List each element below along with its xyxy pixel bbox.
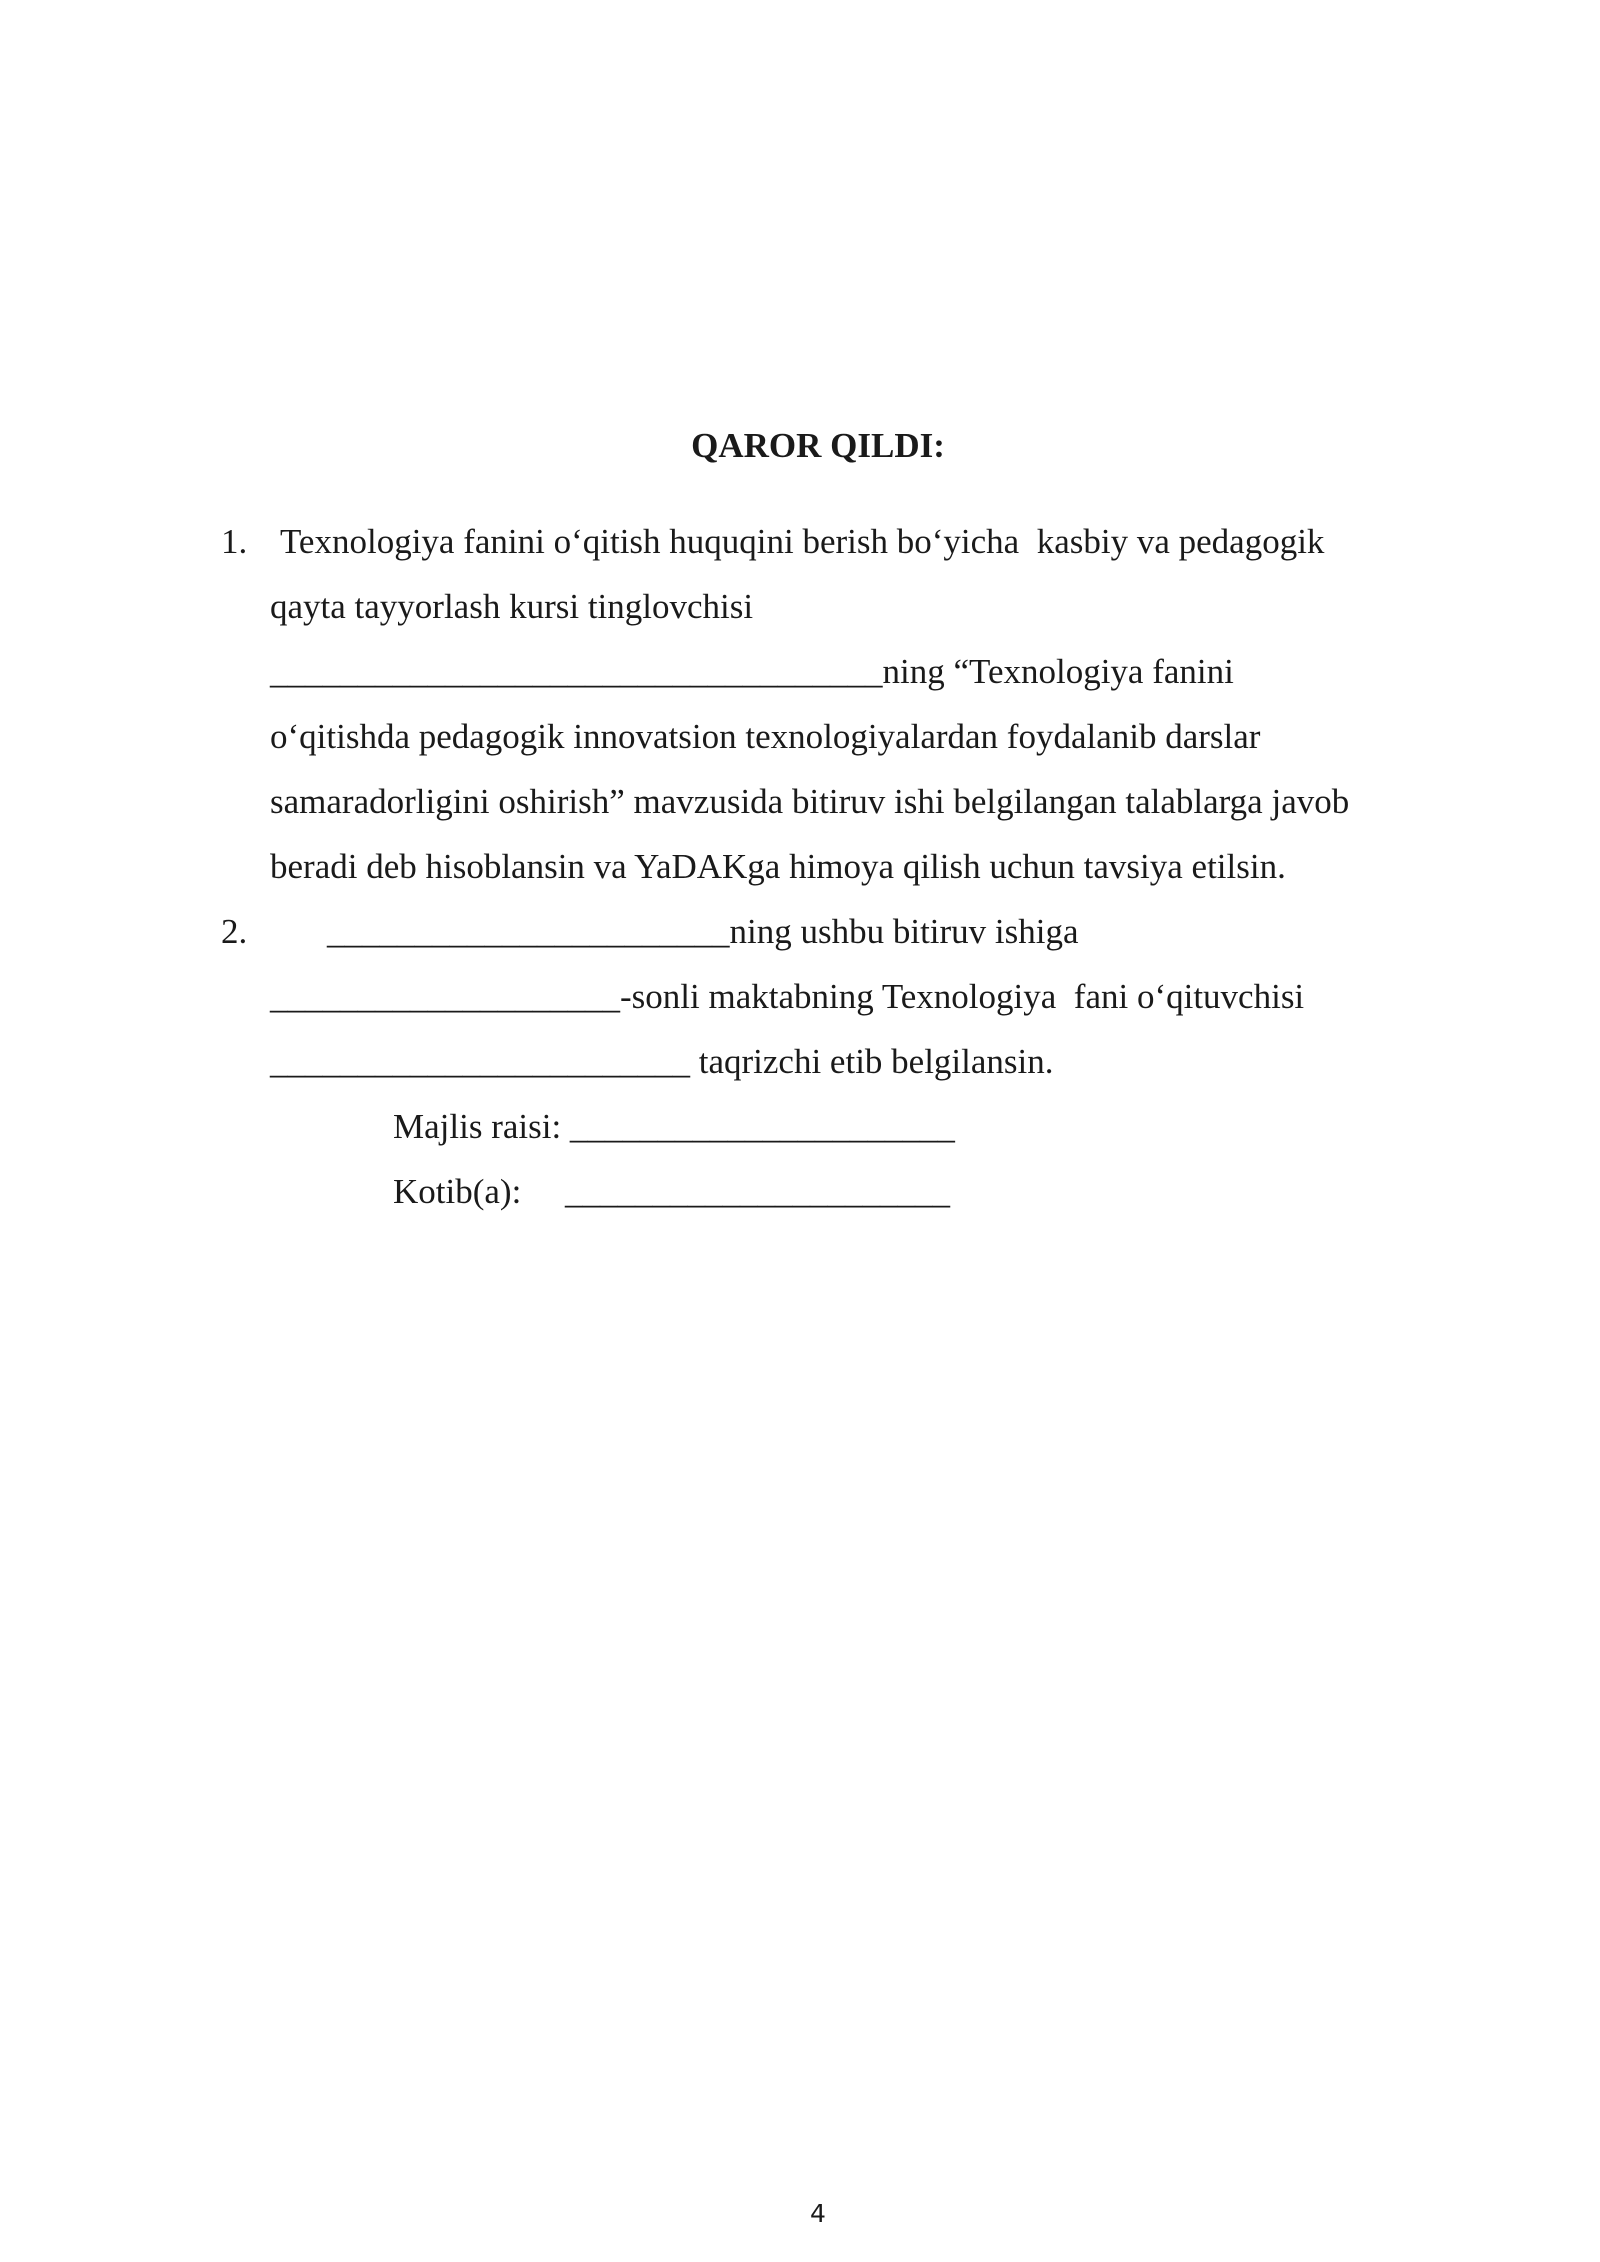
item-2-number: 2. (221, 912, 248, 951)
item-2-line-3: ________________________ taqrizchi etib belgilansin. (270, 1042, 1054, 1081)
item-1-line-4: o‘qitishda pedagogik innovatsion texnologiyalardan foydalanib darslar (270, 717, 1261, 756)
item-1-line-2: qayta tayyorlash kursi tinglovchisi (270, 587, 754, 626)
item-2-line-1: _______________________ning ushbu bitiruv ishiga (327, 912, 1079, 951)
item-1-number: 1. (221, 522, 248, 561)
page-number: 4 (810, 2199, 826, 2228)
item-1-line-5: samaradorligini oshirish” mavzusida bitiruv ishi belgilangan talablarga javob (270, 782, 1350, 821)
chairman-signature-line: Majlis raisi: ______________________ (393, 1107, 955, 1146)
item-1-line-1: Texnologiya fanini o‘qitish huquqini berish bo‘yicha kasbiy va pedagogik (280, 522, 1325, 561)
item-2-line-2: ____________________-sonli maktabning Texnologiya fani o‘qituvchisi (270, 977, 1305, 1016)
item-1-line-3: ___________________________________ning “Texnologiya fanini (270, 652, 1234, 691)
item-1-line-6: beradi deb hisoblansin va YaDAKga himoya qilish uchun tavsiya etilsin. (270, 847, 1286, 886)
secretary-signature-line: Kotib(a): ______________________ (393, 1172, 951, 1211)
decision-heading: QAROR QILDI: (691, 426, 945, 465)
